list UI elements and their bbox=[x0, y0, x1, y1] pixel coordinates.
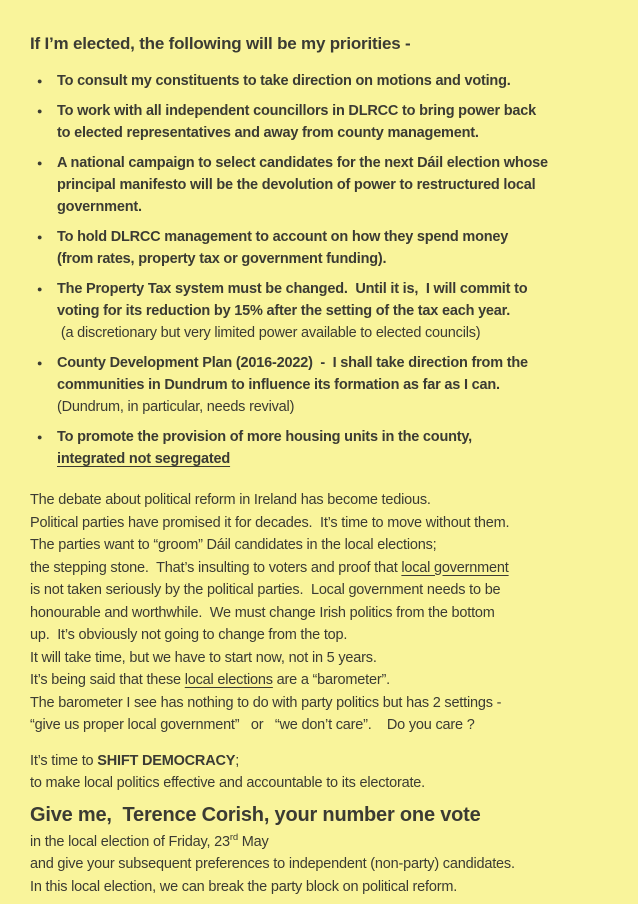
text-segment: (from rates, property tax or government funding). bbox=[57, 251, 387, 267]
text-segment: In this local election, we can break the party block on political reform. bbox=[30, 878, 458, 895]
text-segment: A national campaign to select candidates for the next Dáil election whose bbox=[57, 155, 548, 171]
paragraph-line bbox=[30, 512, 614, 535]
bullet-icon: ● bbox=[37, 358, 43, 368]
text-segment: “give us proper local government” or “we don’t care”. Do you care ? bbox=[30, 717, 475, 733]
text-segment: The barometer I see has nothing to do with party politics but has 2 settings - bbox=[30, 694, 502, 711]
bullet-line bbox=[57, 100, 614, 122]
bullet-content bbox=[57, 226, 614, 270]
bullet-line bbox=[57, 278, 614, 300]
bullet-line bbox=[57, 248, 614, 270]
bullet-content bbox=[57, 352, 614, 418]
bullet-item bbox=[30, 70, 614, 92]
bullet-line bbox=[57, 70, 614, 92]
bullet-content bbox=[57, 70, 614, 92]
text-segment: honourable and worthwhile. We must change Irish politics from the bottom bbox=[30, 604, 495, 621]
closing-paragraph bbox=[30, 831, 614, 899]
closing-line bbox=[30, 831, 614, 854]
bullet-icon: ● bbox=[37, 106, 43, 116]
text-segment: To consult my constituents to take direction on motions and voting. bbox=[57, 73, 511, 89]
paragraph-line bbox=[30, 557, 614, 580]
bullet-icon: ● bbox=[37, 158, 43, 168]
bullet-line bbox=[57, 196, 614, 218]
text-segment: County Development Plan (2016-2022) - I shall take direction from the bbox=[57, 355, 528, 371]
priorities-list bbox=[30, 70, 614, 470]
text-segment: in the local election of Friday, 23 bbox=[30, 833, 230, 850]
paragraph-line bbox=[30, 647, 614, 670]
closing-line bbox=[30, 853, 614, 876]
shift-democracy-paragraph bbox=[30, 750, 614, 795]
text-segment: To promote the provision of more housing units in the county, bbox=[57, 429, 473, 445]
text-segment: up. It’s obviously not going to change from the top. bbox=[30, 627, 348, 643]
bullet-line bbox=[57, 352, 614, 374]
bullet-item bbox=[30, 426, 614, 470]
bullet-line bbox=[57, 174, 614, 196]
text-segment: and give your subsequent preferences to independent (non-party) candidates. bbox=[30, 856, 515, 872]
priorities-title: If I’m elected, the following will be my priorities - bbox=[30, 34, 411, 53]
bullet-content bbox=[57, 100, 614, 144]
text-segment: To work with all independent councillors in DLRCC to bring power back bbox=[57, 103, 536, 119]
text-segment: The debate about political reform in Ireland has become tedious. bbox=[30, 492, 431, 508]
bullet-line bbox=[57, 122, 614, 144]
bullet-line bbox=[57, 300, 614, 322]
text-segment: It’s time to bbox=[30, 752, 98, 769]
text-segment: to make local politics effective and accountable to its electorate. bbox=[30, 775, 425, 791]
text-segment: The Property Tax system must be changed. Until it is, I will commit to bbox=[57, 281, 528, 297]
paragraph-line bbox=[30, 489, 614, 512]
text-segment: To hold DLRCC management to account on how they spend money bbox=[57, 229, 509, 245]
text-segment: government. bbox=[57, 199, 142, 215]
text-segment: It will take time, but we have to start now, not in 5 years. bbox=[30, 649, 377, 666]
text-segment: SHIFT DEMOCRACY bbox=[97, 752, 236, 769]
text-segment: The parties want to “groom” Dáil candidates in the local elections; bbox=[30, 537, 437, 553]
text-segment: (Dundrum, in particular, needs revival) bbox=[57, 399, 295, 415]
bullet-line bbox=[57, 396, 614, 418]
ordinal-superscript: rd bbox=[229, 831, 238, 843]
paragraph-line bbox=[30, 579, 614, 602]
text-segment: are a “barometer”. bbox=[272, 672, 390, 688]
text-segment: communities in Dundrum to influence its formation as far as I can. bbox=[57, 377, 500, 393]
bullet-item bbox=[30, 226, 614, 270]
text-segment: (a discretionary but very limited power available to elected councils) bbox=[57, 325, 481, 341]
bullet-item bbox=[30, 152, 614, 218]
text-segment: integrated not segregated bbox=[57, 451, 231, 467]
paragraph-line bbox=[30, 624, 614, 647]
bullet-line bbox=[57, 322, 614, 344]
paragraph-line bbox=[30, 750, 614, 773]
bullet-icon: ● bbox=[37, 232, 43, 242]
bullet-item bbox=[30, 352, 614, 418]
text-segment: is not taken seriously by the political parties. Local government needs to be bbox=[30, 582, 501, 598]
text-segment: May bbox=[237, 833, 269, 850]
bullet-content bbox=[57, 152, 614, 218]
bullet-item bbox=[30, 100, 614, 144]
bullet-line bbox=[57, 152, 614, 174]
paragraph-line bbox=[30, 772, 614, 795]
text-segment: the stepping stone. That’s insulting to voters and proof that bbox=[30, 559, 402, 576]
paragraph-line bbox=[30, 669, 614, 692]
paragraph-line bbox=[30, 534, 614, 557]
bullet-item bbox=[30, 278, 614, 344]
text-segment: local government bbox=[401, 559, 509, 576]
reform-paragraph bbox=[30, 489, 614, 737]
paragraph-line bbox=[30, 692, 614, 715]
bullet-content bbox=[57, 426, 614, 470]
bullet-line bbox=[57, 374, 614, 396]
bullet-line bbox=[57, 426, 614, 448]
paragraph-line bbox=[30, 602, 614, 625]
bullet-line bbox=[57, 226, 614, 248]
paragraph-line bbox=[30, 714, 614, 737]
text-segment: ; bbox=[235, 752, 240, 769]
bullet-icon: ● bbox=[37, 432, 43, 442]
bullet-icon: ● bbox=[37, 284, 43, 294]
text-segment: It’s being said that these bbox=[30, 672, 185, 688]
text-segment: voting for its reduction by 15% after the setting of the tax each year. bbox=[57, 303, 511, 319]
vote-heading: Give me, Terence Corish, your number one vote bbox=[30, 803, 481, 826]
bullet-content bbox=[57, 278, 614, 344]
bullet-line bbox=[57, 448, 614, 470]
text-segment: to elected representatives and away from county management. bbox=[57, 125, 479, 141]
text-segment: principal manifesto will be the devolution of power to restructured local bbox=[57, 177, 536, 193]
text-segment: Political parties have promised it for decades. It’s time to move without them. bbox=[30, 514, 510, 531]
bullet-icon: ● bbox=[37, 76, 43, 86]
closing-line bbox=[30, 876, 614, 899]
text-segment: local elections bbox=[184, 672, 273, 688]
